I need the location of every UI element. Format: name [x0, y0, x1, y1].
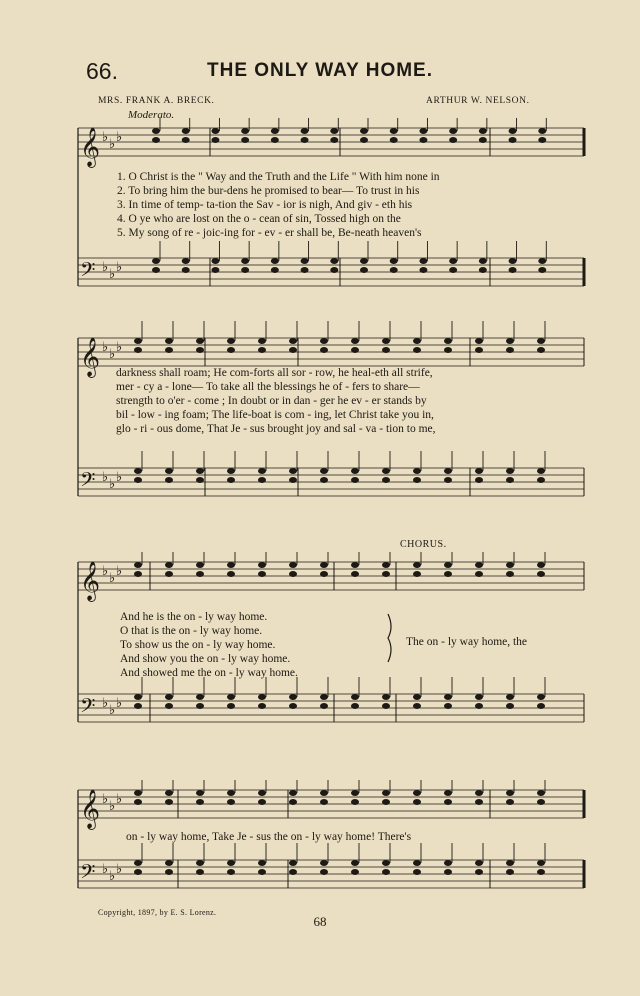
lyric-line: And he is the on - ly way home.: [120, 611, 268, 623]
lyric-line: O that is the on - ly way home.: [120, 625, 263, 637]
svg-text:♭: ♭: [102, 862, 109, 877]
lyric-line: To show us the on - ly way home.: [120, 639, 276, 651]
svg-text:𝄞: 𝄞: [80, 561, 101, 601]
svg-text:♭: ♭: [116, 862, 123, 877]
music-system-3: [0, 552, 640, 762]
svg-text:♭: ♭: [109, 703, 116, 718]
svg-text:♭: ♭: [116, 792, 123, 807]
svg-text:𝄞: 𝄞: [80, 789, 101, 829]
lyric-line: 4. O ye who are lost on the o - cean of sin, Tossed high on the: [117, 213, 401, 225]
lyric-line: bil - low - ing foam; The life-boat is com - ing, let Christ take you in,: [116, 409, 434, 421]
svg-text:♭: ♭: [116, 340, 123, 355]
lyric-line: mer - cy a - lone— To take all the blessings he of - fers to share—: [116, 381, 420, 393]
composer-credit: ARTHUR W. NELSON.: [426, 96, 530, 106]
lyric-line: 1. O Christ is the " Way and the Truth and the Life " With him none in: [117, 171, 440, 183]
svg-text:𝄢: 𝄢: [80, 694, 96, 722]
lyric-line: 2. To bring him the bur-dens he promised to bear— To trust in his: [117, 185, 420, 197]
svg-text:♭: ♭: [102, 564, 109, 579]
svg-text:♭: ♭: [109, 137, 116, 152]
svg-text:♭: ♭: [116, 470, 123, 485]
svg-text:♭: ♭: [116, 130, 123, 145]
svg-text:♭: ♭: [109, 869, 116, 884]
lyric-line: 3. In time of temp- ta-tion the Sav - ior is nigh, And giv - eth his: [117, 199, 413, 211]
final-lyric-line: on - ly way home, Take Je - sus the on - ly way home! There's: [126, 831, 412, 843]
svg-text:♭: ♭: [102, 130, 109, 145]
svg-text:♭: ♭: [102, 696, 109, 711]
svg-text:𝄢: 𝄢: [80, 860, 96, 888]
svg-text:♭: ♭: [102, 792, 109, 807]
lyric-line: strength to o'er - come ; In doubt or in dan - ger he ev - er stands by: [116, 395, 427, 407]
svg-text:♭: ♭: [102, 260, 109, 275]
lyric-line: And showed me the on - ly way home.: [120, 667, 298, 679]
svg-text:♭: ♭: [116, 260, 123, 275]
svg-text:♭: ♭: [109, 477, 116, 492]
verse-block-3: [120, 610, 298, 680]
music-staves-3: [0, 552, 640, 762]
svg-text:𝄞: 𝄞: [80, 337, 101, 377]
svg-text:♭: ♭: [116, 696, 123, 711]
svg-text:♭: ♭: [116, 564, 123, 579]
svg-text:𝄢: 𝄢: [80, 258, 96, 286]
hymn-title: THE ONLY WAY HOME.: [207, 60, 433, 81]
svg-text:♭: ♭: [102, 340, 109, 355]
svg-text:𝄢: 𝄢: [80, 468, 96, 496]
hymn-number: 66.: [86, 58, 118, 84]
svg-text:𝄞: 𝄞: [80, 127, 101, 167]
tempo-marking: Moderato.: [128, 109, 175, 121]
svg-text:♭: ♭: [109, 571, 116, 586]
copyright-notice: Copyright, 1897, by E. S. Lorenz.: [98, 908, 217, 917]
lyric-line: darkness shall roam; He com-forts all sor - row, he heal-eth all strife,: [116, 367, 433, 379]
lyric-line: glo - ri - ous dome, That Je - sus brought joy and sal - va - tion to me,: [116, 423, 436, 435]
lyric-line: And show you the on - ly way home.: [120, 653, 291, 665]
svg-text:♭: ♭: [102, 470, 109, 485]
chorus-label: CHORUS.: [400, 539, 447, 550]
page-number: 68: [313, 914, 327, 929]
svg-text:♭: ♭: [109, 267, 116, 282]
svg-text:♭: ♭: [109, 799, 116, 814]
svg-text:♭: ♭: [109, 347, 116, 362]
refrain-line: The on - ly way home, the: [406, 636, 528, 648]
lyricist-credit: MRS. FRANK A. BRECK.: [98, 96, 215, 106]
verse-block-1: [117, 170, 440, 240]
verse-block-2: [116, 366, 436, 436]
lyric-line: 5. My song of re - joic-ing for - ev - er shall be, Be-neath heaven's: [117, 227, 422, 239]
